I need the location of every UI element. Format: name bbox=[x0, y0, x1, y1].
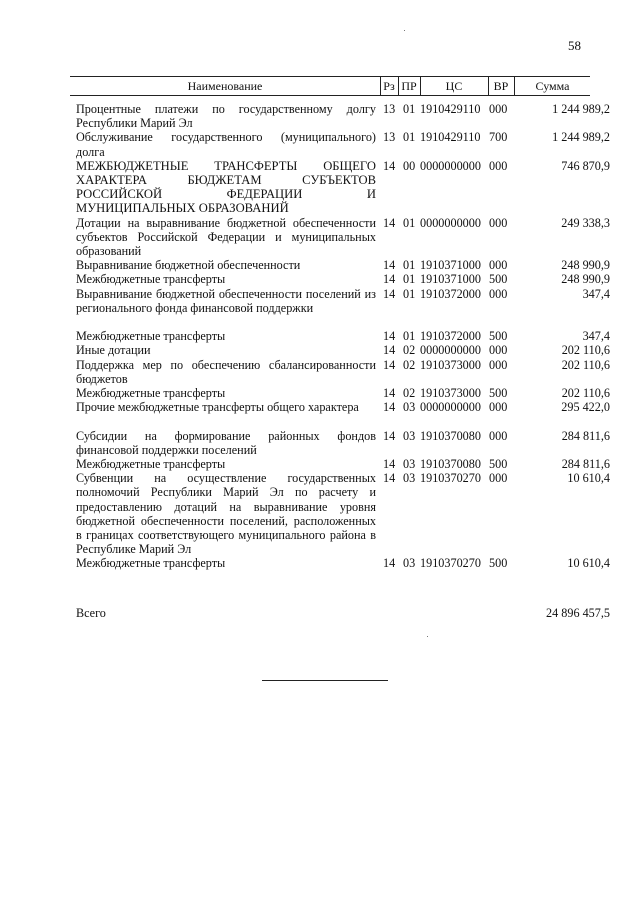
row-vr: 500 bbox=[489, 457, 508, 471]
row-sum: 248 990,9 bbox=[561, 258, 610, 273]
row-name-line: РОССИЙСКОЙ ФЕДЕРАЦИИ И bbox=[76, 186, 376, 201]
table-row bbox=[0, 343, 640, 357]
table-row bbox=[0, 329, 640, 343]
row-pr: 01 bbox=[403, 130, 416, 145]
table-header bbox=[70, 76, 590, 96]
row-cs: 0000000000 bbox=[420, 400, 481, 415]
row-cs: 1910370270 bbox=[420, 471, 481, 486]
row-cs: 1910372000 bbox=[420, 329, 481, 344]
row-pr: 03 bbox=[403, 400, 416, 415]
row-pr: 03 bbox=[403, 556, 416, 571]
row-vr: 700 bbox=[489, 130, 508, 145]
page-number: 58 bbox=[568, 38, 581, 53]
row-name: Межбюджетные трансферты bbox=[76, 272, 226, 287]
table-row bbox=[0, 457, 640, 471]
table-row bbox=[0, 102, 640, 130]
row-name-line: МЕЖБЮДЖЕТНЫЕ ТРАНСФЕРТЫ ОБЩЕГО bbox=[76, 158, 376, 173]
row-cs: 1910371000 bbox=[420, 258, 481, 273]
header-rz: Рз bbox=[383, 79, 395, 93]
row-name-line: ХАРАКТЕРА БЮДЖЕТАМ СУБЪЕКТОВ bbox=[76, 172, 376, 187]
end-divider bbox=[262, 680, 388, 681]
table-row bbox=[0, 272, 640, 286]
row-rz: 14 bbox=[383, 428, 396, 443]
row-sum: 284 811,6 bbox=[561, 457, 610, 471]
row-sum: 202 110,6 bbox=[561, 357, 610, 372]
scan-speck bbox=[404, 30, 405, 31]
table-row bbox=[0, 159, 640, 216]
table-row bbox=[0, 216, 640, 259]
row-name: Прочие межбюджетные трансферты общего характера bbox=[76, 400, 359, 415]
row-vr: 000 bbox=[489, 400, 508, 415]
row-rz: 14 bbox=[383, 556, 396, 571]
row-pr: 01 bbox=[403, 329, 416, 344]
row-name: Процентные платежи по государственному долгу Республики Марий Эл bbox=[76, 102, 376, 131]
row-cs: 1910429110 bbox=[420, 102, 481, 116]
row-cs: 1910370270 bbox=[420, 556, 481, 571]
row-vr: 000 bbox=[489, 258, 508, 273]
row-rz: 14 bbox=[383, 343, 396, 358]
row-sum: 347,4 bbox=[582, 329, 610, 344]
table-row bbox=[0, 556, 640, 570]
row-cs: 0000000000 bbox=[420, 215, 481, 230]
header-sum: Сумма bbox=[535, 79, 570, 93]
total-label: Всего bbox=[76, 606, 106, 620]
row-pr: 00 bbox=[403, 158, 416, 173]
row-pr: 01 bbox=[403, 215, 416, 230]
row-vr: 000 bbox=[489, 102, 508, 116]
row-sum: 248 990,9 bbox=[561, 272, 610, 287]
row-rz: 13 bbox=[383, 102, 396, 116]
row-pr: 02 bbox=[403, 357, 416, 372]
row-pr: 01 bbox=[403, 258, 416, 273]
row-rz: 14 bbox=[383, 158, 396, 173]
row-name: Межбюджетные трансферты bbox=[76, 329, 226, 344]
row-rz: 14 bbox=[383, 272, 396, 287]
row-vr: 000 bbox=[489, 357, 508, 372]
row-name: Иные дотации bbox=[76, 343, 151, 358]
row-cs: 1910429110 bbox=[420, 130, 481, 145]
row-cs: 0000000000 bbox=[420, 158, 481, 173]
table-row bbox=[0, 358, 640, 386]
row-pr: 01 bbox=[403, 286, 416, 301]
row-vr: 500 bbox=[489, 272, 508, 287]
header-pr: ПР bbox=[401, 79, 417, 93]
row-name: Межбюджетные трансферты bbox=[76, 457, 226, 471]
row-cs: 1910370080 bbox=[420, 428, 481, 443]
row-rz: 14 bbox=[383, 457, 396, 471]
header-name: Наименование bbox=[187, 79, 263, 93]
row-vr: 000 bbox=[489, 215, 508, 230]
row-pr: 02 bbox=[403, 343, 416, 358]
row-vr: 000 bbox=[489, 471, 508, 486]
row-name-line: МУНИЦИПАЛЬНЫХ ОБРАЗОВАНИЙ bbox=[76, 200, 289, 215]
table-row bbox=[0, 130, 640, 158]
header-cs: ЦС bbox=[445, 79, 463, 93]
row-pr: 03 bbox=[403, 428, 416, 443]
row-rz: 14 bbox=[383, 471, 396, 486]
row-rz: 14 bbox=[383, 329, 396, 344]
row-cs: 1910373000 bbox=[420, 386, 481, 400]
row-cs: 1910372000 bbox=[420, 286, 481, 301]
row-cs: 1910373000 bbox=[420, 357, 481, 372]
row-pr: 03 bbox=[403, 457, 416, 471]
row-sum: 347,4 bbox=[582, 286, 610, 301]
row-sum: 249 338,3 bbox=[561, 215, 610, 230]
row-pr: 02 bbox=[403, 386, 416, 400]
row-rz: 14 bbox=[383, 258, 396, 273]
row-rz: 14 bbox=[383, 386, 396, 400]
row-rz: 14 bbox=[383, 357, 396, 372]
row-name: Дотации на выравнивание бюджетной обеспеченности субъектов Российской Федерации и муниципальных образований bbox=[76, 215, 376, 258]
row-sum: 746 870,9 bbox=[561, 158, 610, 173]
row-vr: 500 bbox=[489, 556, 508, 571]
row-pr: 03 bbox=[403, 471, 416, 486]
row-name: Выравнивание бюджетной обеспеченности bbox=[76, 258, 301, 273]
row-sum: 202 110,6 bbox=[561, 386, 610, 400]
header-vr: ВР bbox=[493, 79, 509, 93]
row-vr: 500 bbox=[489, 329, 508, 344]
row-cs: 0000000000 bbox=[420, 343, 481, 358]
row-vr: 000 bbox=[489, 286, 508, 301]
table-row bbox=[0, 386, 640, 400]
table-row bbox=[0, 258, 640, 272]
row-vr: 000 bbox=[489, 428, 508, 443]
row-sum: 202 110,6 bbox=[561, 343, 610, 358]
row-pr: 01 bbox=[403, 102, 416, 116]
table-row bbox=[0, 471, 640, 556]
row-name: Обслуживание государственного (муниципального) долга bbox=[76, 130, 376, 159]
row-vr: 000 bbox=[489, 343, 508, 358]
row-sum: 1 244 989,2 bbox=[552, 130, 610, 145]
row-rz: 14 bbox=[383, 400, 396, 415]
table-row bbox=[0, 429, 640, 457]
row-name bbox=[76, 159, 376, 215]
row-rz: 14 bbox=[383, 286, 396, 301]
total-sum: 24 896 457,5 bbox=[546, 606, 610, 620]
row-cs: 1910370080 bbox=[420, 457, 481, 471]
row-name: Межбюджетные трансферты bbox=[76, 556, 226, 571]
row-rz: 14 bbox=[383, 215, 396, 230]
row-sum: 284 811,6 bbox=[561, 428, 610, 443]
row-name: Межбюджетные трансферты bbox=[76, 386, 226, 400]
row-sum: 295 422,0 bbox=[561, 400, 610, 415]
row-name: Субвенции на осуществление государственных полномочий Республики Марий Эл по расчету и предоставлению дотаций на выравнивание уровня бюджетной обеспеченности поселений, расположенных в границах соответствующего муниципального района в Республике Марий Эл bbox=[76, 471, 376, 557]
row-vr: 000 bbox=[489, 158, 508, 173]
row-sum: 10 610,4 bbox=[567, 471, 610, 486]
row-cs: 1910371000 bbox=[420, 272, 481, 287]
table-row bbox=[0, 287, 640, 330]
row-name: Выравнивание бюджетной обеспеченности поселений из регионального фонда финансовой поддержки bbox=[76, 286, 376, 315]
row-rz: 13 bbox=[383, 130, 396, 145]
row-name: Поддержка мер по обеспечению сбалансированности бюджетов bbox=[76, 357, 376, 386]
row-vr: 500 bbox=[489, 386, 508, 400]
table-row bbox=[0, 400, 640, 428]
row-pr: 01 bbox=[403, 272, 416, 287]
scan-speck bbox=[427, 636, 428, 637]
row-sum: 10 610,4 bbox=[567, 556, 610, 571]
row-name: Субсидии на формирование районных фондов финансовой поддержки поселений bbox=[76, 428, 376, 457]
row-sum: 1 244 989,2 bbox=[552, 102, 610, 116]
